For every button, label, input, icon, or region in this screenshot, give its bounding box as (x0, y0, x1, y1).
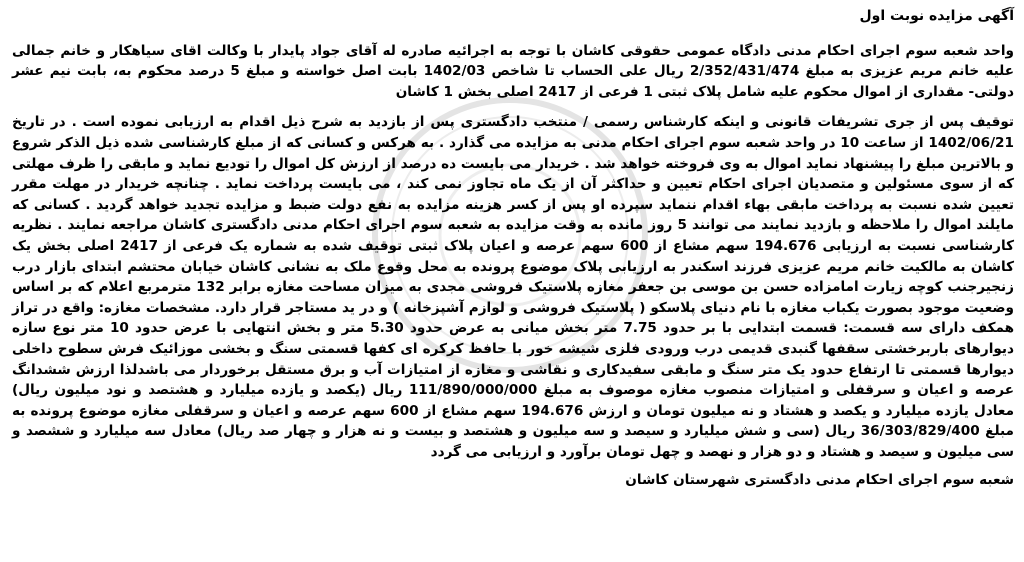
footer-spacer (12, 462, 1014, 470)
paragraph-spacer (12, 102, 1014, 112)
notice-body (12, 6, 1014, 491)
notice-paragraph-details: توقیف پس از جری تشریفات قانونی و اینکه کارشناس رسمی / منتخب دادگستری پس از بازدید به شرح ذیل اقدام به ارزیابی نموده است . در تاریخ 1402/06/21 از ساعت 10 در واحد شعبه سوم اجرای احکام مدنی به مزایده می گذارد . به هرکس و کسانی که از مبلغ کارشناسی شده ذیل الذکر شروع و بالاترین مبلغ را پیشنهاد نماید اموال به وی فروخته خواهد شد . خریدار می بایست ده درصد از ارزش کل اموال را تودیع نماید و مابقی را ظرف مهلتی که از سوی مسئولین و متصدیان اجرای احکام تعیین و حداکثر آن از یک ماه تجاوز نمی کند ، می بایست پرداخت نماید . چنانچه خریدار در مهلت مقرر تعیین شده نسبت به پرداخت مابقی بهاء اقدام ننماید سپرده او پس از کسر هزینه مزایده به نفع دولت ضبط و مزایده تجدید خواهد گردید . کسانی که مایلند اموال را ملاحظه و بازدید نمایند می توانند 5 روز مانده به وقت مزایده به شعبه سوم اجرای احکام مدنی دادگستری کاشان مراجعه نمایند . نظریه کارشناسی نسبت به ارزیابی 194.676 سهم مشاع از 600 سهم عرصه و اعیان پلاک ثبتی توقیف شده به شماره یک فرعی از 2417 اصلی بخش یک کاشان به مالکیت خانم مریم عزیزی فرزند اسکندر به ارزیابی پلاک موضوع پرونده به محل وقوع ملک به نشانی کاشان خیابان محتشم ابتدای بازار درب زنجیرجنب کوچه زیارت امامزاده حسن بن موسی بن جعفر مغازه پلاستیک فروشی مجدی به میزان مساحت مغازه برابر 132 مترمربع اعلام که بر اساس وضعیت موجود بصورت یکباب مغازه با نام دنیای پلاسکو ( پلاستیک فروشی و لوازم آشپزخانه ) و در ید مستاجر قرار دارد. مشخصات مغازه: واقع در تراز همکف دارای سه قسمت: قسمت ابتدایی با بر حدود 7.75 متر بخش میانی به عرض حدود 5.30 متر و بخش انتهایی با عرض حدود 10 متر نوع سازه دیوارهای باربرخشتی سقفها گنبدی قدیمی درب ورودی فلزی شیشه خور با حافظ کرکره ای کفها قسمتی سنگ و بخشی موزائیک فرش سطوح داخلی دیوارها قسمتی تا ارتفاع حدود یک متر سنگ و مابقی سفیدکاری و نقاشی و مغازه از امتیازات آب و برق مستقل برخوردار می باشدلذا ارزش ششدانگ عرصه و اعیان و سرقفلی و امتیازات منصوب مغازه موصوف به مبلغ 111/890/000/000 ریال (یکصد و یازده میلیارد و هشتصد و نود میلیون ریال) معادل یازده میلیارد و یکصد و هشتاد و نه میلیون تومان و ارزش 194.676 سهم مشاع از 600 سهم عرصه و اعیان و سرقفلی مغازه موضوع پرونده به مبلغ 36/303/829/400 ریال (سی و شش میلیارد و سیصد و سه میلیون و هشتصد و بیست و نه هزار و چهار صد ریال) معادل سه میلیارد و ششصد و سی میلیون و سیصد و هشتاد و دو هزار و نهصد و چهل تومان برآورد و ارزیابی می گردد (12, 114, 1015, 460)
notice-title: آگهی مزایده نوبت اول (859, 8, 1014, 24)
notice-paragraph-intro: واحد شعبه سوم اجرای احکام مدنی دادگاه عمومی حقوقی کاشان با توجه به اجرائیه صادره له آقای جواد پایدار با وکالت اقای سیاهکار و خانم جمالی علیه خانم مریم عزیزی به مبلغ 2/352/431/474 ریال علی الحساب تا شاخص 1402/03 بابت اصل خواسته و مبلغ 5 درصد محکوم به، بابت نیم عشر دولتی- مقداری از اموال محکوم علیه شامل پلاک ثبتی 1 فرعی از 2417 اصلی بخش 1 کاشان (12, 42, 1014, 100)
notice-signature: شعبه سوم اجرای احکام مدنی دادگستری شهرستان کاشان (625, 472, 1014, 489)
